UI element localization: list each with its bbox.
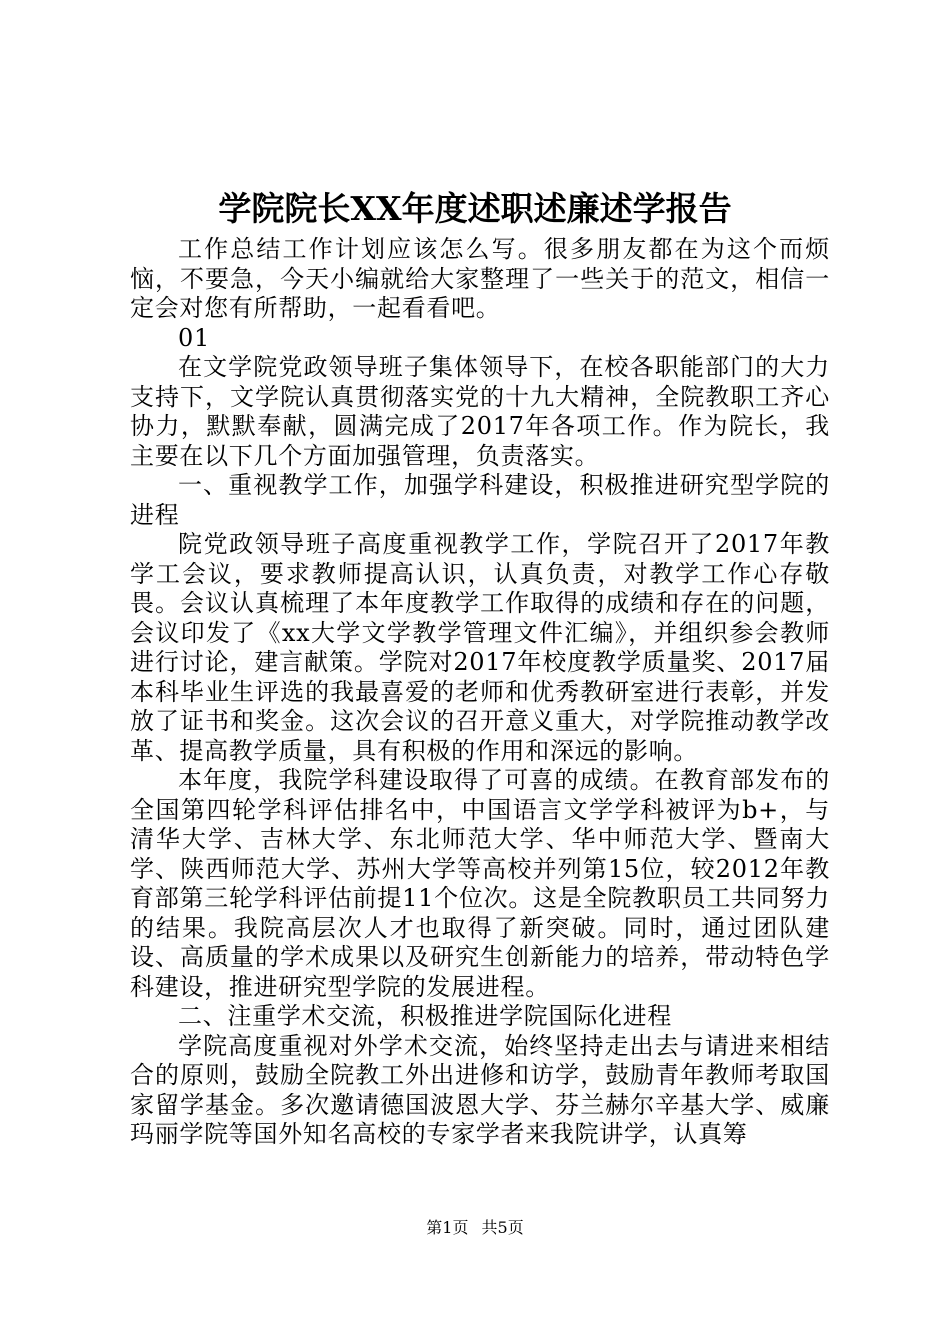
document-body [130,235,830,1150]
paragraph-intro: 工作总结工作计划应该怎么写。很多朋友都在为这个而烦恼，不要急，今天小编就给大家整理了一些关于的范文，相信一定会对您有所帮助，一起看看吧。 [130,235,830,322]
section-heading-one: 一、重视教学工作，加强学科建设，积极推进研究型学院的进程 [130,471,830,529]
paragraph-exchange: 学院高度重视对外学术交流，始终坚持走出去与请进来相结合的原则，鼓励全院教工外出进修和访学，鼓励青年教师考取国家留学基金。多次邀请德国波恩大学、芬兰赫尔辛基大学、威廉玛丽学院等国外知名高校的专家学者来我院讲学，认真筹 [130,1031,830,1148]
paragraph-teaching: 院党政领导班子高度重视教学工作，学院召开了2017年教学工会议，要求教师提高认识，认真负责，对教学工作心存敬畏。会议认真梳理了本年度教学工作取得的成绩和存在的问题，会议印发了《xx大学文学教学管理文件汇编》，并组织参会教师进行讨论，建言献策。学院对2017年校度教学质量奖、2017届本科毕业生评选的我最喜爱的老师和优秀教研室进行表彰，并发放了证书和奖金。这次会议的召开意义重大，对学院推动教学改革、提高教学质量，具有积极的作用和深远的影响。 [130,530,830,765]
page-number: 第1页 [426,1218,469,1237]
document-title: 学院院长XX年度述职述廉述学报告 [218,189,732,228]
page-footer [0,1217,950,1239]
section-number: 01 [178,323,210,352]
paragraph-overview: 在文学院党政领导班子集体领导下，在校各职能部门的大力支持下，文学院认真贯彻落实党的十九大精神，全院教职工齐心协力，默默奉献，圆满完成了2017年各项工作。作为院长，我主要在以下几个方面加强管理，负责落实。 [130,353,830,470]
paragraph-discipline: 本年度，我院学科建设取得了可喜的成绩。在教育部发布的全国第四轮学科评估排名中，中国语言文学学科被评为b+，与清华大学、吉林大学、东北师范大学、华中师范大学、暨南大学、陕西师范大学、苏州大学等高校并列第15位，较2012年教育部第三轮学科评估前提11个位次。这是全院教职员工共同努力的结果。我院高层次人才也取得了新突破。同时，通过团队建设、高质量的学术成果以及研究生创新能力的培养，带动特色学科建设，推进研究型学院的发展进程。 [130,766,830,1001]
section-heading-two: 二、注重学术交流，积极推进学院国际化进程 [178,1002,672,1030]
page-total: 共5页 [481,1218,524,1237]
